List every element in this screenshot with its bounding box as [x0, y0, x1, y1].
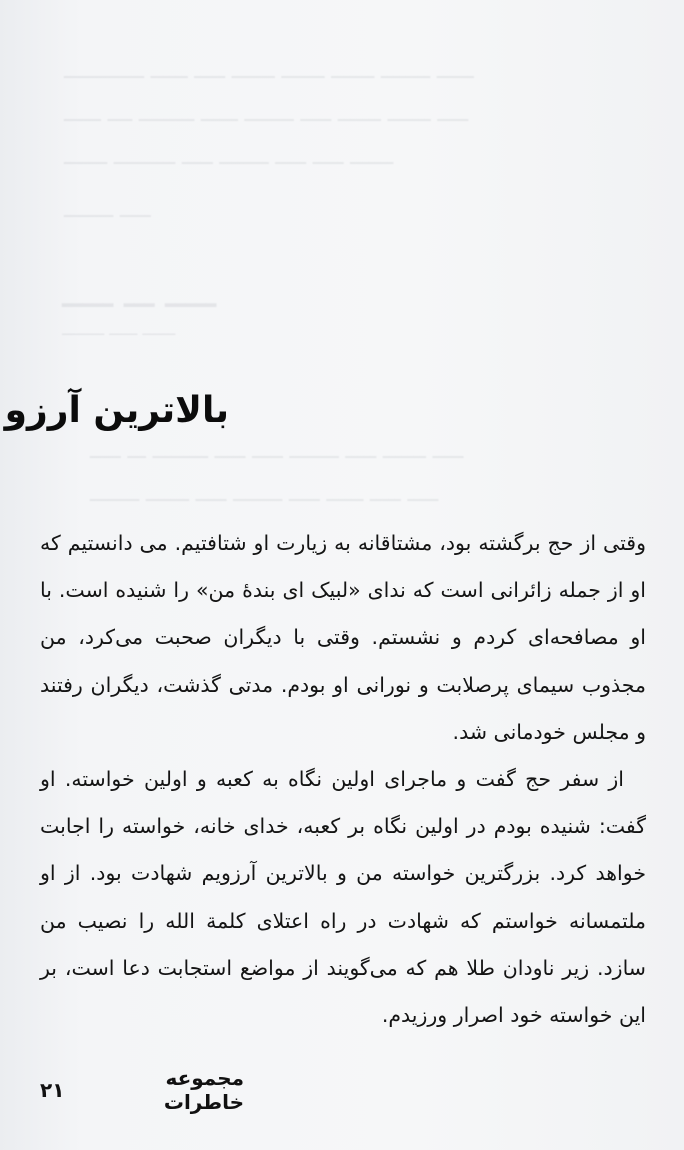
body-text — [40, 520, 646, 1039]
paragraph-2: از سفر حج گفت و ماجرای اولین نگاه به کعبه و اولین خواسته. او گفت: شنیده بودم در اولین نگاه بر کعبه، خدای خانه، خواسته را اجابت خواهد کرد. بزرگترین خواسته من و بالاترین آرزویم شهادت بود. از او ملتمسانه خواستم که شهادت در راه اعتلای کلمة الله را نصیب من سازد. زیر ناودان طلا هم که می‌گویند از مواضع استجابت دعا است، بر این خواسته خود اصرار ورزیدم. — [40, 767, 646, 1028]
bleed-through-text-top: ـــــــــــــ ــــــ ـــــ ـــــــ ـــــــ ـــــــ ــــــــ ــــــ ــــــ ــــ ـــــــــ ــــــ ــــــــ ـــــ ـــــــ ـــــــ ـــــ ـــــــ ــــــــــ ـــــ ــــــــ ـــــ ـــــ ـــــــ ــــــــ ـــــ — [64, 59, 474, 222]
bleed-through-title: ـــــ ـــ ـــــ ـــــــــ ــــــ ـــــــ — [62, 280, 217, 339]
bleed-through-text-middle: ـــــ ـــ ـــــــــ ـــــ ـــــ ــــــــ ـــــ ـــــــ ـــــ ــــــــ ـــــــ ـــــ ــــــــ ـــــ ــــــ ـــــ ـــــ — [90, 439, 464, 506]
section-heading: بالاترین آرزو — [4, 390, 229, 432]
page-number: ۲۱ — [40, 1078, 65, 1102]
page-footer — [40, 1066, 244, 1114]
paragraph-1: وقتی از حج برگشته بود، مشتاقانه به زیارت او شتافتیم. می دانستیم که او از جمله زائرانی است که ندای «لبیک ای بندهٔ من» را شنیده است. با او مصافحه‌ای کردم و نشستم. وقتی با دیگران صحبت می‌کرد، من مجذوب سیمای پرصلابت و نورانی او بودم. مدتی گذشت، دیگران رفتند و مجلس خودمانی شد. — [40, 531, 646, 744]
running-title: مجموعه خاطرات — [163, 1066, 244, 1114]
